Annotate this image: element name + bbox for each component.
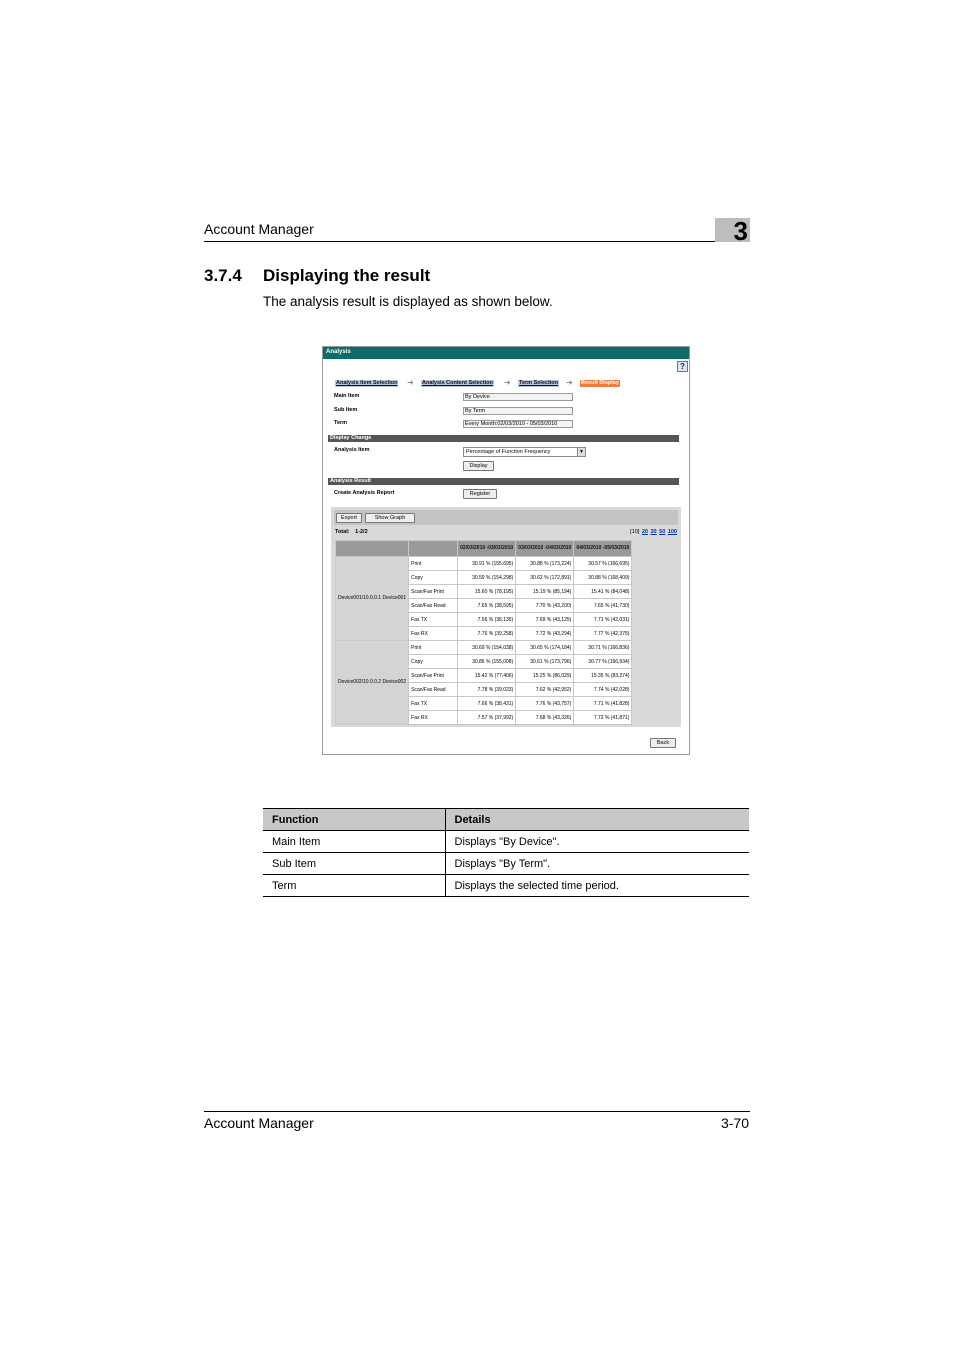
details-cell: Displays "By Device". [445, 831, 749, 853]
step-result-display: Result Display [581, 380, 619, 386]
function-cell: Copy [409, 655, 458, 669]
value-cell: 30.59 % (154,298) [458, 571, 516, 585]
value-cell: 7.62 % (42,952) [516, 683, 574, 697]
table-row [263, 831, 749, 853]
function-cell: Scan/Fax Print [409, 585, 458, 599]
running-header-title: Account Manager [204, 221, 314, 237]
details-cell: Displays the selected time period. [445, 875, 749, 897]
table-header-row [336, 541, 632, 557]
value-cell: 7.68 % (43,326) [516, 711, 574, 725]
create-report-label: Create Analysis Report [334, 490, 395, 496]
footer-rule [204, 1111, 750, 1112]
function-cell: Fax TX [409, 613, 458, 627]
arrow-icon: ➜ [407, 378, 414, 387]
function-cell: Scan/Fax Print [409, 669, 458, 683]
pager-link-30[interactable]: 30 [650, 529, 657, 535]
function-header: Function [263, 809, 445, 831]
value-cell: 30.65 % (174,184) [516, 641, 574, 655]
value-cell: 30.69 % (154,038) [458, 641, 516, 655]
value-cell: 7.71 % (42,031) [574, 613, 632, 627]
sub-item-value: By Term [463, 407, 573, 415]
result-table [335, 540, 632, 725]
value-cell: 15.42 % (77,406) [458, 669, 516, 683]
chapter-box [715, 216, 750, 246]
pager-link-20[interactable]: 20 [641, 529, 648, 535]
value-cell: 15.25 % (86,029) [516, 669, 574, 683]
function-cell: Print [409, 557, 458, 571]
term-label: Term [334, 420, 348, 426]
value-cell: 30.71 % (166,836) [574, 641, 632, 655]
pager [630, 529, 677, 535]
value-cell: 30.88 % (168,409) [574, 571, 632, 585]
value-cell: 30.62 % (172,891) [516, 571, 574, 585]
table-row [263, 875, 749, 897]
device-cell: Device001/10.0.0.1 Device001 [336, 557, 409, 641]
value-cell: 15.60 % (78,195) [458, 585, 516, 599]
value-cell: 15.19 % (85,194) [516, 585, 574, 599]
value-cell: 7.65 % (38,595) [458, 599, 516, 613]
step-analysis-content-selection[interactable]: Analysis Content Selection [422, 380, 493, 386]
value-cell: 7.56 % (38,135) [458, 613, 516, 627]
result-toolbar [334, 510, 678, 525]
function-cell: Fax RX [409, 627, 458, 641]
value-cell: 7.78 % (39,023) [458, 683, 516, 697]
column-header: 04/03/2010 -05/03/2010 [574, 541, 632, 557]
value-cell: 7.74 % (42,028) [574, 683, 632, 697]
function-table-header [263, 809, 749, 831]
section-title: Displaying the result [263, 266, 431, 285]
pager-current: [10] [630, 529, 640, 535]
function-cell: Fax TX [409, 697, 458, 711]
function-cell: Term [263, 875, 445, 897]
value-cell: 30.61 % (173,796) [516, 655, 574, 669]
chevron-down-icon: ▼ [577, 448, 585, 456]
total-count [335, 529, 368, 535]
analysis-item-selected: Percentage of Function Frequency [466, 449, 551, 455]
show-graph-button[interactable]: Show Graph [365, 513, 415, 523]
result-area [331, 507, 681, 727]
arrow-icon: ➜ [504, 378, 511, 387]
display-change-band: Display Change [328, 435, 679, 442]
sub-item-label: Sub Item [334, 407, 358, 413]
value-cell: 30.88 % (173,224) [516, 557, 574, 571]
chapter-number: 3 [733, 216, 748, 246]
function-cell: Scan/Fax Read [409, 599, 458, 613]
back-button[interactable]: Back [650, 738, 676, 748]
value-cell: 7.72 % (41,871) [574, 711, 632, 725]
value-cell: 7.57 % (37,992) [458, 711, 516, 725]
main-item-label: Main Item [334, 393, 360, 399]
value-cell: 15.41 % (84,048) [574, 585, 632, 599]
table-row [336, 641, 632, 655]
function-cell: Print [409, 641, 458, 655]
footer-title: Account Manager [204, 1115, 314, 1131]
register-button[interactable]: Register [463, 489, 497, 499]
total-label: Total: [335, 529, 350, 535]
header-blank [409, 541, 458, 557]
table-row [336, 557, 632, 571]
function-cell: Fax RX [409, 711, 458, 725]
total-value: 1-2/2 [355, 529, 368, 535]
value-cell: 7.71 % (41,828) [574, 697, 632, 711]
window-title-bar: Analysis [323, 347, 689, 359]
value-cell: 7.77 % (42,375) [574, 627, 632, 641]
value-cell: 7.70 % (43,200) [516, 599, 574, 613]
value-cell: 30.77 % (166,934) [574, 655, 632, 669]
details-header: Details [445, 809, 749, 831]
value-cell: 7.66 % (38,431) [458, 697, 516, 711]
analysis-item-select[interactable] [463, 447, 586, 457]
device-cell: Device002/10.0.0.2 Device002 [336, 641, 409, 725]
export-button[interactable]: Export [336, 513, 362, 523]
step-term-selection[interactable]: Term Selection [519, 380, 559, 386]
function-cell: Scan/Fax Read [409, 683, 458, 697]
header-blank [336, 541, 409, 557]
header-rule [204, 241, 750, 242]
value-cell: 15.35 % (83,274) [574, 669, 632, 683]
analysis-result-band: Analysis Result [328, 478, 679, 485]
details-cell: Displays "By Term". [445, 853, 749, 875]
intro-text: The analysis result is displayed as shown below. [263, 294, 553, 309]
function-table [263, 808, 749, 897]
pager-link-50[interactable]: 50 [659, 529, 666, 535]
section-heading [204, 266, 430, 286]
column-header: 03/03/2010 -04/03/2010 [516, 541, 574, 557]
term-value: Every Month:02/03/2010 - 05/03/2010 [463, 420, 573, 428]
help-icon[interactable]: ? [677, 361, 688, 372]
function-cell: Sub Item [263, 853, 445, 875]
section-number: 3.7.4 [204, 266, 242, 285]
value-cell: 7.65 % (41,730) [574, 599, 632, 613]
value-cell: 30.57 % (166,695) [574, 557, 632, 571]
function-cell: Copy [409, 571, 458, 585]
value-cell: 7.72 % (43,294) [516, 627, 574, 641]
value-cell: 30.91 % (155,695) [458, 557, 516, 571]
display-button[interactable]: Display [463, 461, 494, 471]
analysis-item-label: Analysis Item [334, 447, 370, 453]
page-number: 3-70 [720, 1115, 749, 1131]
value-cell: 30.86 % (155,008) [458, 655, 516, 669]
arrow-icon: ➜ [566, 378, 573, 387]
value-cell: 7.76 % (39,258) [458, 627, 516, 641]
table-row [263, 853, 749, 875]
value-cell: 7.69 % (43,125) [516, 613, 574, 627]
function-cell: Main Item [263, 831, 445, 853]
column-header: 02/03/2010 -03/03/2010 [458, 541, 516, 557]
analysis-screenshot [322, 346, 690, 755]
main-item-value: By Device [463, 393, 573, 401]
value-cell: 7.76 % (43,757) [516, 697, 574, 711]
pager-link-100[interactable]: 100 [667, 529, 677, 535]
step-analysis-item-selection[interactable]: Analysis Item Selection [336, 380, 398, 386]
